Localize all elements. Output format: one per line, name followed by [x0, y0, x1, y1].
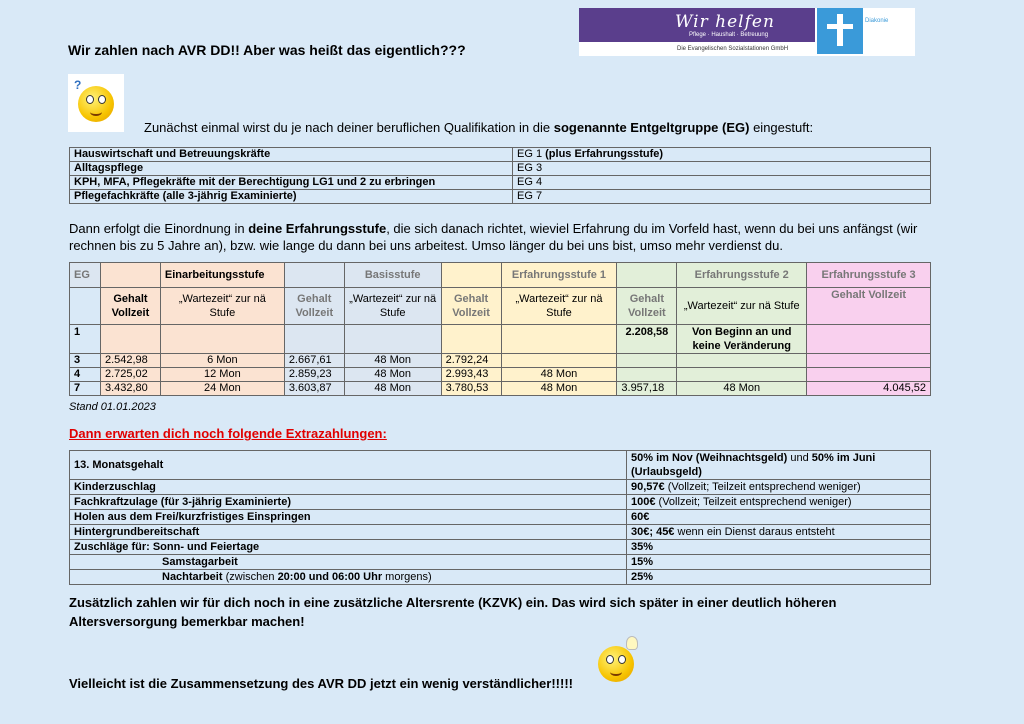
company-logo [579, 8, 915, 56]
stand-date: Stand 01.01.2023 [69, 401, 156, 413]
extra-payment-row [70, 555, 931, 570]
extra-payment-row [70, 451, 931, 480]
qualification-label: Hauswirtschaft und Betreuungskräfte [70, 148, 513, 162]
eg-row [70, 176, 931, 190]
eg-value: EG 7 [513, 190, 931, 204]
eg-cell: 1 [70, 325, 101, 354]
salary-cell: 4.045,52 [807, 382, 931, 396]
qualification-label: Alltagspflege [70, 162, 513, 176]
eg-value: EG 4 [513, 176, 931, 190]
salary-cell: 2.725,02 [100, 368, 160, 382]
salary-table [69, 262, 931, 396]
wartezeit-cell: 48 Mon [677, 382, 807, 396]
intro-text: Zunächst einmal wirst du je nach deiner beruflichen Qualifikation in die sogenannte Entgeltgruppe (EG) eingestuft: [144, 120, 814, 135]
payment-value: 100€ (Vollzeit; Teilzeit entsprechend weniger) [627, 495, 931, 510]
eg-row [70, 148, 931, 162]
payment-value: 15% [627, 555, 931, 570]
payment-label: Hintergrundbereitschaft [70, 525, 627, 540]
wartezeit-header: „Wartezeit“ zur nä Stufe [677, 288, 807, 325]
salary-cell: 2.859,23 [284, 368, 344, 382]
wartezeit-header: „Wartezeit“ zur nä Stufe [501, 288, 617, 325]
salary-cell: 2.542,98 [100, 354, 160, 368]
closing-line: Vielleicht ist die Zusammensetzung des AVR DD jetzt ein wenig verständlicher!!!!! [69, 676, 573, 691]
wartezeit-cell: 48 Mon [344, 368, 441, 382]
gehalt-header: Gehalt Vollzeit [807, 288, 931, 325]
wartezeit-cell [501, 354, 617, 368]
salary-cell: 2.208,58 [617, 325, 677, 354]
stage-header-basis: Basisstufe [344, 263, 441, 288]
logo-subtitle: Pflege · Haushalt · Betreuung [689, 32, 769, 38]
salary-cell [807, 368, 931, 382]
salary-cell: 2.792,24 [441, 354, 501, 368]
wartezeit-cell: 6 Mon [160, 354, 284, 368]
salary-cell: 2.667,61 [284, 354, 344, 368]
salary-cell: 2.993,43 [441, 368, 501, 382]
page-title: Wir zahlen nach AVR DD!! Aber was heißt das eigentlich??? [68, 42, 466, 58]
stage-header-erfahrung2: Erfahrungsstufe 2 [677, 263, 807, 288]
extra-payment-row [70, 525, 931, 540]
stage-explanation: Dann erfolgt die Einordnung in deine Erfahrungsstufe, die sich danach richtet, wieviel Erfahrung du im Vorfeld hast, wenn du bei uns anfängst (wir rechnen bis zu 5 Jahre an), bzw. wie lange du dann bei uns arbeitest. Umso länger du bei uns bist, umso mehr verdienst du. [69, 221, 918, 253]
pension-note: Zusätzlich zahlen wir für dich noch in eine zusätzliche Altersrente (KZVK) ein. Das wird sich später in einer deutlich höheren Altersversorgung bemerkbar machen! [69, 595, 837, 629]
gehalt-header: Gehalt Vollzeit [100, 288, 160, 325]
eg-table [69, 147, 931, 204]
extra-payment-row [70, 510, 931, 525]
eg-row [70, 190, 931, 204]
payment-label: Zuschläge für: Sonn- und Feiertage [70, 540, 627, 555]
wartezeit-cell: 48 Mon [344, 354, 441, 368]
payment-value: 90,57€ (Vollzeit; Teilzeit entsprechend weniger) [627, 480, 931, 495]
payment-value: 60€ [627, 510, 931, 525]
qualification-label: KPH, MFA, Pflegekräfte mit der Berechtigung LG1 und 2 zu erbringen [70, 176, 513, 190]
eg-value: EG 1 (plus Erfahrungsstufe) [513, 148, 931, 162]
extra-payments-table [69, 450, 931, 585]
payment-label: Nachtarbeit (zwischen 20:00 und 06:00 Uhr morgens) [70, 570, 627, 585]
eg-value: EG 3 [513, 162, 931, 176]
wartezeit-cell: 48 Mon [344, 382, 441, 396]
logo-brand: Diakonie [865, 18, 889, 24]
wartezeit-cell: 48 Mon [501, 368, 617, 382]
payment-label: Fachkraftzulage (für 3-jährig Examinierte) [70, 495, 627, 510]
payment-label: Kinderzuschlag [70, 480, 627, 495]
logo-script: Wir helfen [675, 12, 775, 32]
gehalt-header: Gehalt Vollzeit [617, 288, 677, 325]
stage-header-erfahrung3: Erfahrungsstufe 3 [807, 263, 931, 288]
wartezeit-cell [677, 354, 807, 368]
stage-header-einarbeitung: Einarbeitungsstufe [160, 263, 284, 288]
salary-cell [807, 354, 931, 368]
salary-cell [617, 368, 677, 382]
gehalt-header: Gehalt Vollzeit [284, 288, 344, 325]
qualification-label: Pflegefachkräfte (alle 3-jährig Examinierte) [70, 190, 513, 204]
thinking-emoji-icon: ? [68, 74, 124, 132]
eg-cell: 3 [70, 354, 101, 368]
salary-cell [617, 354, 677, 368]
wartezeit-header: „Wartezeit“ zur nä Stufe [344, 288, 441, 325]
wartezeit-header: „Wartezeit“ zur nä Stufe [160, 288, 284, 325]
payment-label: 13. Monatsgehalt [70, 451, 627, 480]
salary-note: Von Beginn an und keine Veränderung [677, 325, 807, 354]
idea-emoji-icon [596, 636, 642, 682]
wartezeit-cell: 12 Mon [160, 368, 284, 382]
wartezeit-cell: 48 Mon [501, 382, 617, 396]
payment-value: 50% im Nov (Weihnachtsgeld) und 50% im Juni (Urlaubsgeld) [627, 451, 931, 480]
diakonie-cross-icon [817, 8, 863, 54]
gehalt-header: Gehalt Vollzeit [441, 288, 501, 325]
wartezeit-cell: 24 Mon [160, 382, 284, 396]
payment-label: Holen aus dem Frei/kurzfristiges Einspringen [70, 510, 627, 525]
eg-cell: 7 [70, 382, 101, 396]
eg-cell: 4 [70, 368, 101, 382]
salary-row [70, 354, 931, 368]
extra-payment-row [70, 570, 931, 585]
eg-header: EG [70, 263, 101, 288]
salary-row [70, 368, 931, 382]
payment-value: 25% [627, 570, 931, 585]
extra-payment-row [70, 480, 931, 495]
extra-payment-row [70, 495, 931, 510]
salary-cell: 3.432,80 [100, 382, 160, 396]
wartezeit-cell [677, 368, 807, 382]
payment-value: 35% [627, 540, 931, 555]
logo-footer: Die Evangelischen Sozialstationen GmbH [677, 46, 789, 52]
salary-cell: 3.603,87 [284, 382, 344, 396]
salary-cell: 3.780,53 [441, 382, 501, 396]
eg-row [70, 162, 931, 176]
salary-row [70, 382, 931, 396]
payment-value: 30€; 45€ wenn ein Dienst daraus entsteht [627, 525, 931, 540]
extra-payment-row [70, 540, 931, 555]
salary-cell: 3.957,18 [617, 382, 677, 396]
payment-label: Samstagarbeit [70, 555, 627, 570]
extra-payments-title: Dann erwarten dich noch folgende Extrazahlungen: [69, 426, 387, 441]
stage-header-erfahrung1: Erfahrungsstufe 1 [501, 263, 617, 288]
